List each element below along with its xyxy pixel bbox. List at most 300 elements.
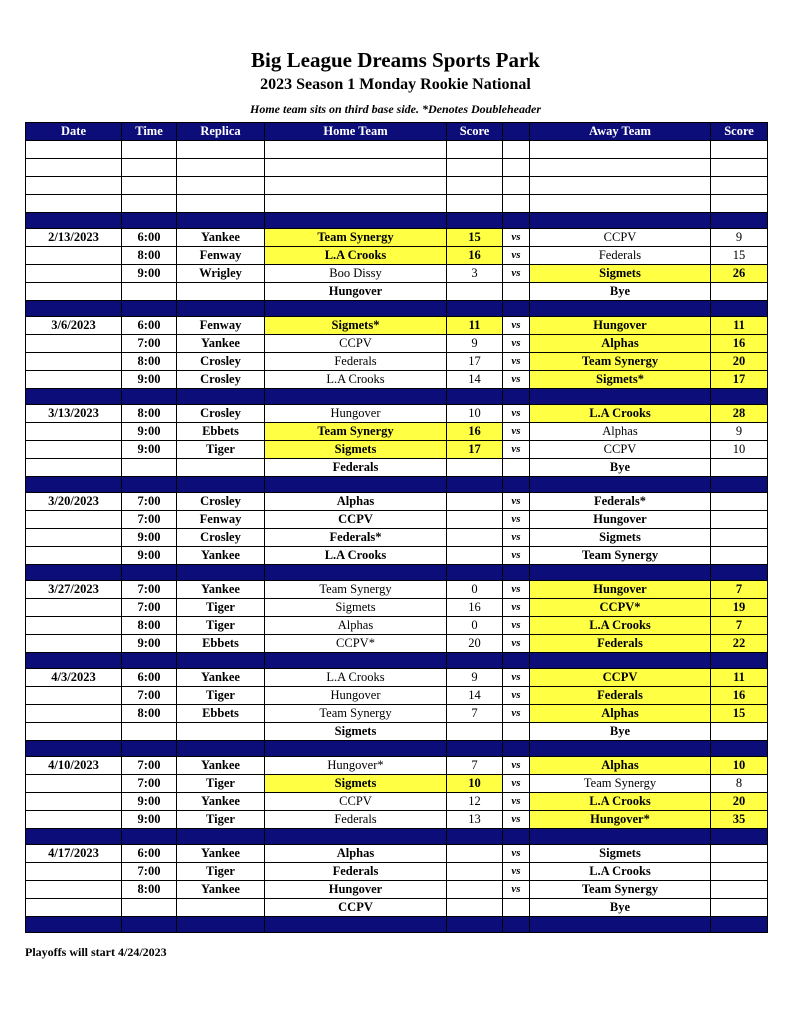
game-field: Yankee xyxy=(177,881,265,899)
separator-cell xyxy=(26,653,122,669)
vs-label: vs xyxy=(503,793,530,811)
vs-label: vs xyxy=(503,581,530,599)
blank-cell xyxy=(530,195,711,213)
separator-cell xyxy=(177,301,265,317)
home-score: 10 xyxy=(447,405,503,423)
home-team: Federals* xyxy=(265,529,447,547)
away-score xyxy=(711,547,768,565)
game-date xyxy=(26,723,122,741)
column-header: Replica xyxy=(177,123,265,141)
game-time: 9:00 xyxy=(122,793,177,811)
game-date xyxy=(26,811,122,829)
blank-cell xyxy=(447,159,503,177)
game-time: 8:00 xyxy=(122,353,177,371)
home-score: 9 xyxy=(447,669,503,687)
game-time: 7:00 xyxy=(122,335,177,353)
blank-cell xyxy=(265,195,447,213)
vs-label xyxy=(503,459,530,477)
away-team: Federals xyxy=(530,635,711,653)
game-time: 6:00 xyxy=(122,317,177,335)
home-team: L.A Crooks xyxy=(265,669,447,687)
blank-cell xyxy=(503,195,530,213)
separator-cell xyxy=(447,917,503,933)
blank-cell xyxy=(711,177,768,195)
away-team: Team Synergy xyxy=(530,353,711,371)
game-row xyxy=(26,229,768,247)
game-field: Crosley xyxy=(177,353,265,371)
separator-cell xyxy=(530,741,711,757)
game-time: 9:00 xyxy=(122,371,177,389)
away-team: Alphas xyxy=(530,335,711,353)
away-score: 16 xyxy=(711,335,768,353)
game-date: 3/27/2023 xyxy=(26,581,122,599)
home-team: Federals xyxy=(265,863,447,881)
away-score: 22 xyxy=(711,635,768,653)
home-score: 16 xyxy=(447,247,503,265)
away-team: CCPV* xyxy=(530,599,711,617)
vs-label: vs xyxy=(503,353,530,371)
separator-cell xyxy=(447,389,503,405)
home-team: Sigmets xyxy=(265,723,447,741)
separator-cell xyxy=(177,653,265,669)
away-team: Bye xyxy=(530,283,711,301)
week-separator xyxy=(26,741,768,757)
game-row xyxy=(26,335,768,353)
home-score xyxy=(447,283,503,301)
separator-cell xyxy=(122,301,177,317)
game-date xyxy=(26,599,122,617)
game-time xyxy=(122,723,177,741)
game-row xyxy=(26,493,768,511)
game-row xyxy=(26,881,768,899)
game-field: Fenway xyxy=(177,247,265,265)
game-date xyxy=(26,247,122,265)
separator-cell xyxy=(26,477,122,493)
away-score: 19 xyxy=(711,599,768,617)
game-date xyxy=(26,423,122,441)
separator-cell xyxy=(265,653,447,669)
game-row xyxy=(26,581,768,599)
home-team: CCPV* xyxy=(265,635,447,653)
game-field: Yankee xyxy=(177,669,265,687)
home-team: Sigmets xyxy=(265,599,447,617)
game-row xyxy=(26,757,768,775)
away-score: 20 xyxy=(711,793,768,811)
game-time: 7:00 xyxy=(122,511,177,529)
vs-label: vs xyxy=(503,845,530,863)
home-score: 7 xyxy=(447,705,503,723)
away-score: 16 xyxy=(711,687,768,705)
game-date xyxy=(26,863,122,881)
game-time: 9:00 xyxy=(122,547,177,565)
week-separator xyxy=(26,565,768,581)
away-team: Hungover* xyxy=(530,811,711,829)
vs-label: vs xyxy=(503,863,530,881)
separator-cell xyxy=(530,389,711,405)
home-score: 0 xyxy=(447,581,503,599)
vs-label: vs xyxy=(503,511,530,529)
separator-cell xyxy=(447,301,503,317)
week-separator xyxy=(26,917,768,933)
home-team: CCPV xyxy=(265,335,447,353)
blank-cell xyxy=(265,159,447,177)
away-score: 26 xyxy=(711,265,768,283)
separator-cell xyxy=(530,477,711,493)
game-field: Ebbets xyxy=(177,635,265,653)
blank-cell xyxy=(530,177,711,195)
home-score xyxy=(447,899,503,917)
away-team: L.A Crooks xyxy=(530,863,711,881)
home-team: Team Synergy xyxy=(265,229,447,247)
game-field: Yankee xyxy=(177,845,265,863)
playoffs-note: Playoffs will start 4/24/2023 xyxy=(25,945,167,959)
home-score xyxy=(447,863,503,881)
home-team: Hungover xyxy=(265,283,447,301)
home-team: CCPV xyxy=(265,793,447,811)
separator-cell xyxy=(26,741,122,757)
game-time: 6:00 xyxy=(122,669,177,687)
game-row xyxy=(26,775,768,793)
vs-label: vs xyxy=(503,317,530,335)
separator-cell xyxy=(503,917,530,933)
separator-cell xyxy=(711,741,768,757)
vs-label: vs xyxy=(503,669,530,687)
away-team: Federals xyxy=(530,247,711,265)
away-team: Bye xyxy=(530,459,711,477)
separator-cell xyxy=(503,301,530,317)
home-team: Federals xyxy=(265,353,447,371)
home-score: 15 xyxy=(447,229,503,247)
away-team: Sigmets xyxy=(530,529,711,547)
week-separator xyxy=(26,213,768,229)
game-field: Yankee xyxy=(177,229,265,247)
blank-cell xyxy=(503,177,530,195)
game-time: 9:00 xyxy=(122,811,177,829)
home-team: Hungover* xyxy=(265,757,447,775)
game-field: Fenway xyxy=(177,511,265,529)
away-score: 10 xyxy=(711,757,768,775)
game-date xyxy=(26,283,122,301)
home-team: L.A Crooks xyxy=(265,371,447,389)
separator-cell xyxy=(447,829,503,845)
separator-cell xyxy=(447,741,503,757)
game-row xyxy=(26,793,768,811)
separator-cell xyxy=(711,477,768,493)
separator-cell xyxy=(447,477,503,493)
away-team: Hungover xyxy=(530,317,711,335)
vs-label: vs xyxy=(503,775,530,793)
separator-cell xyxy=(265,301,447,317)
column-header: Home Team xyxy=(265,123,447,141)
game-time: 8:00 xyxy=(122,705,177,723)
away-team: Alphas xyxy=(530,705,711,723)
game-time: 6:00 xyxy=(122,845,177,863)
game-field: Crosley xyxy=(177,493,265,511)
week-separator xyxy=(26,301,768,317)
game-date xyxy=(26,547,122,565)
schedule-table xyxy=(25,122,768,933)
vs-label: vs xyxy=(503,247,530,265)
vs-label: vs xyxy=(503,493,530,511)
home-team: Sigmets xyxy=(265,441,447,459)
away-score: 8 xyxy=(711,775,768,793)
separator-cell xyxy=(447,653,503,669)
game-field: Tiger xyxy=(177,617,265,635)
game-date xyxy=(26,899,122,917)
game-row xyxy=(26,247,768,265)
game-row xyxy=(26,405,768,423)
game-time: 9:00 xyxy=(122,265,177,283)
vs-label xyxy=(503,283,530,301)
separator-cell xyxy=(530,917,711,933)
game-time: 7:00 xyxy=(122,493,177,511)
game-date: 4/3/2023 xyxy=(26,669,122,687)
home-team: CCPV xyxy=(265,899,447,917)
home-score: 10 xyxy=(447,775,503,793)
vs-label: vs xyxy=(503,635,530,653)
game-field: Tiger xyxy=(177,441,265,459)
home-score: 14 xyxy=(447,687,503,705)
week-separator xyxy=(26,829,768,845)
game-field: Tiger xyxy=(177,687,265,705)
page-title: Big League Dreams Sports Park xyxy=(251,48,540,72)
home-score: 13 xyxy=(447,811,503,829)
vs-label: vs xyxy=(503,547,530,565)
game-field: Yankee xyxy=(177,793,265,811)
separator-cell xyxy=(122,477,177,493)
home-score xyxy=(447,547,503,565)
away-score: 20 xyxy=(711,353,768,371)
blank-cell xyxy=(711,141,768,159)
blank-cell xyxy=(177,159,265,177)
home-score xyxy=(447,511,503,529)
separator-cell xyxy=(26,829,122,845)
home-score: 14 xyxy=(447,371,503,389)
home-score: 17 xyxy=(447,353,503,371)
away-score: 28 xyxy=(711,405,768,423)
away-score: 17 xyxy=(711,371,768,389)
away-team: Hungover xyxy=(530,581,711,599)
game-row xyxy=(26,353,768,371)
separator-cell xyxy=(177,477,265,493)
column-header: Score xyxy=(447,123,503,141)
home-score: 0 xyxy=(447,617,503,635)
game-date: 2/13/2023 xyxy=(26,229,122,247)
blank-cell xyxy=(447,177,503,195)
away-score xyxy=(711,881,768,899)
away-team: Sigmets xyxy=(530,265,711,283)
game-time: 9:00 xyxy=(122,423,177,441)
game-row xyxy=(26,317,768,335)
home-team: L.A Crooks xyxy=(265,247,447,265)
separator-cell xyxy=(530,653,711,669)
separator-cell xyxy=(26,301,122,317)
blank-cell xyxy=(26,141,122,159)
separator-cell xyxy=(503,389,530,405)
away-score xyxy=(711,723,768,741)
blank-cell xyxy=(26,177,122,195)
game-row xyxy=(26,371,768,389)
game-field: Ebbets xyxy=(177,423,265,441)
game-date xyxy=(26,459,122,477)
column-header: Date xyxy=(26,123,122,141)
blank-cell xyxy=(530,159,711,177)
separator-cell xyxy=(177,389,265,405)
separator-cell xyxy=(122,741,177,757)
game-time: 8:00 xyxy=(122,405,177,423)
game-date xyxy=(26,617,122,635)
game-row xyxy=(26,899,768,917)
vs-label: vs xyxy=(503,599,530,617)
away-team: CCPV xyxy=(530,441,711,459)
away-score xyxy=(711,493,768,511)
separator-cell xyxy=(711,653,768,669)
separator-cell xyxy=(177,829,265,845)
vs-label: vs xyxy=(503,441,530,459)
separator-cell xyxy=(265,917,447,933)
game-field xyxy=(177,723,265,741)
vs-label: vs xyxy=(503,757,530,775)
blank-cell xyxy=(122,177,177,195)
blank-row xyxy=(26,141,768,159)
separator-cell xyxy=(711,301,768,317)
separator-cell xyxy=(265,565,447,581)
away-team: Federals xyxy=(530,687,711,705)
game-field: Crosley xyxy=(177,529,265,547)
game-date xyxy=(26,775,122,793)
game-date xyxy=(26,635,122,653)
away-score: 9 xyxy=(711,229,768,247)
blank-cell xyxy=(177,141,265,159)
game-row xyxy=(26,845,768,863)
away-score xyxy=(711,899,768,917)
separator-cell xyxy=(122,213,177,229)
away-team: Sigmets* xyxy=(530,371,711,389)
blank-cell xyxy=(177,177,265,195)
separator-cell xyxy=(265,213,447,229)
home-score: 11 xyxy=(447,317,503,335)
away-score: 7 xyxy=(711,617,768,635)
game-time: 7:00 xyxy=(122,687,177,705)
game-date xyxy=(26,793,122,811)
separator-cell xyxy=(122,829,177,845)
game-row xyxy=(26,459,768,477)
game-time: 9:00 xyxy=(122,441,177,459)
home-team: Hungover xyxy=(265,881,447,899)
game-field: Tiger xyxy=(177,775,265,793)
away-team: Alphas xyxy=(530,757,711,775)
separator-cell xyxy=(26,389,122,405)
blank-cell xyxy=(503,159,530,177)
week-separator xyxy=(26,477,768,493)
home-score xyxy=(447,723,503,741)
home-team: Alphas xyxy=(265,617,447,635)
away-team: Team Synergy xyxy=(530,881,711,899)
separator-cell xyxy=(711,213,768,229)
away-team: Bye xyxy=(530,723,711,741)
game-date xyxy=(26,265,122,283)
away-score: 9 xyxy=(711,423,768,441)
game-time: 7:00 xyxy=(122,863,177,881)
separator-cell xyxy=(122,565,177,581)
game-field: Tiger xyxy=(177,599,265,617)
vs-label xyxy=(503,899,530,917)
game-date xyxy=(26,881,122,899)
separator-cell xyxy=(26,565,122,581)
vs-label: vs xyxy=(503,371,530,389)
separator-cell xyxy=(177,741,265,757)
away-score: 35 xyxy=(711,811,768,829)
game-row xyxy=(26,811,768,829)
away-score: 15 xyxy=(711,247,768,265)
home-score: 16 xyxy=(447,423,503,441)
separator-cell xyxy=(503,565,530,581)
separator-cell xyxy=(530,213,711,229)
game-row xyxy=(26,635,768,653)
blank-cell xyxy=(122,195,177,213)
game-field: Crosley xyxy=(177,405,265,423)
vs-label: vs xyxy=(503,705,530,723)
away-score xyxy=(711,529,768,547)
separator-cell xyxy=(711,389,768,405)
game-date xyxy=(26,511,122,529)
separator-cell xyxy=(503,741,530,757)
away-score: 11 xyxy=(711,669,768,687)
away-team: Team Synergy xyxy=(530,775,711,793)
home-score xyxy=(447,459,503,477)
game-row xyxy=(26,547,768,565)
separator-cell xyxy=(265,477,447,493)
game-date xyxy=(26,353,122,371)
home-team: L.A Crooks xyxy=(265,547,447,565)
week-separator xyxy=(26,653,768,669)
game-time: 9:00 xyxy=(122,529,177,547)
away-team: L.A Crooks xyxy=(530,405,711,423)
game-date xyxy=(26,371,122,389)
separator-cell xyxy=(265,389,447,405)
home-score: 3 xyxy=(447,265,503,283)
away-score xyxy=(711,459,768,477)
separator-cell xyxy=(26,213,122,229)
game-date: 3/13/2023 xyxy=(26,405,122,423)
game-field: Ebbets xyxy=(177,705,265,723)
away-score: 7 xyxy=(711,581,768,599)
game-row xyxy=(26,617,768,635)
game-time: 8:00 xyxy=(122,617,177,635)
separator-cell xyxy=(122,917,177,933)
blank-cell xyxy=(711,159,768,177)
blank-row xyxy=(26,195,768,213)
game-row xyxy=(26,423,768,441)
home-score xyxy=(447,493,503,511)
blank-row xyxy=(26,177,768,195)
vs-label: vs xyxy=(503,405,530,423)
game-field: Yankee xyxy=(177,335,265,353)
separator-cell xyxy=(122,653,177,669)
game-date: 4/17/2023 xyxy=(26,845,122,863)
home-team: CCPV xyxy=(265,511,447,529)
game-time: 7:00 xyxy=(122,757,177,775)
game-row xyxy=(26,705,768,723)
home-score: 16 xyxy=(447,599,503,617)
home-score: 20 xyxy=(447,635,503,653)
game-time xyxy=(122,283,177,301)
game-date xyxy=(26,441,122,459)
separator-cell xyxy=(447,213,503,229)
game-field xyxy=(177,899,265,917)
game-field: Tiger xyxy=(177,863,265,881)
game-field: Crosley xyxy=(177,371,265,389)
